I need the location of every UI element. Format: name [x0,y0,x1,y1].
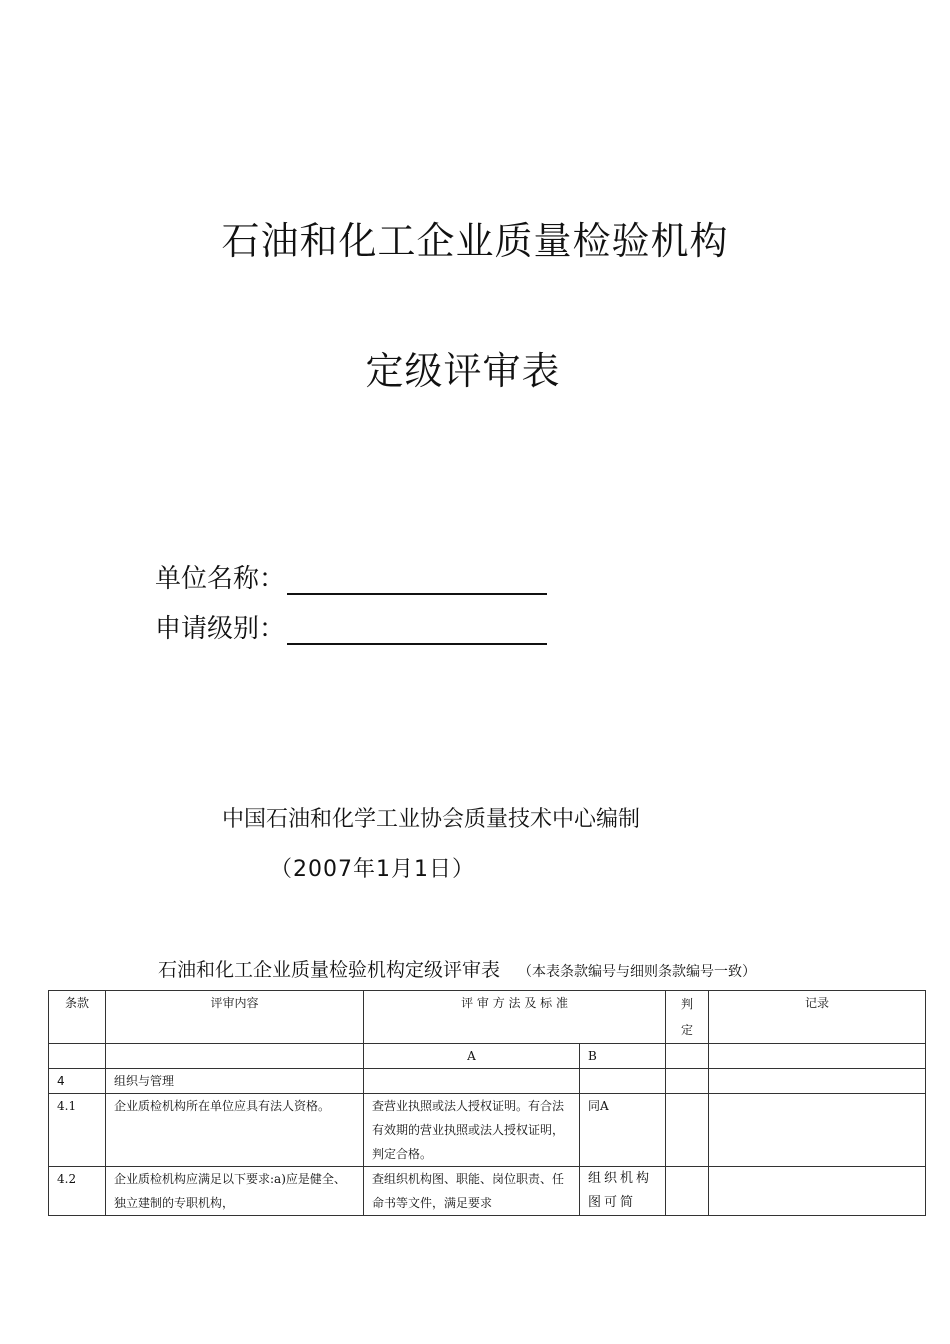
cell [49,1044,106,1069]
apply-level-label: 申请级别： [155,614,286,644]
row-method-b: 同A [580,1094,666,1167]
header-method: 评 审 方 法 及 标 准 [364,991,666,1044]
review-table [48,990,926,1216]
row-judge[interactable] [666,1167,709,1216]
row-record[interactable] [709,1069,926,1094]
subheader-a: A [364,1044,580,1069]
row-record[interactable] [709,1094,926,1167]
unit-name-label: 单位名称： [155,564,286,594]
row-clause: 4 [49,1069,106,1094]
table-header-row [49,991,926,1044]
row-judge[interactable] [666,1094,709,1167]
row-content: 组织与管理 [106,1069,364,1094]
header-clause: 条款 [49,991,106,1044]
unit-name-field [155,558,547,595]
table-title: 石油和化工企业质量检验机构定级评审表 [158,959,501,981]
cell [709,1044,926,1069]
row-method-a: 查组织机构图、职能、岗位职责、任命书等文件，满足要求 [364,1167,580,1216]
unit-name-blank[interactable] [287,567,547,595]
header-judge-line1: 判 [681,997,694,1011]
header-record: 记录 [709,991,926,1044]
header-content: 评审内容 [106,991,364,1044]
apply-level-blank[interactable] [287,617,547,645]
row-record[interactable] [709,1167,926,1216]
compile-date: （2007年1月1日） [270,857,475,882]
row-method-b [580,1069,666,1094]
table-row [49,1167,926,1216]
cell [106,1044,364,1069]
row-content: 企业质检机构应满足以下要求:a)应是健全、独立建制的专职机构， [106,1167,364,1216]
table-row [49,1094,926,1167]
apply-level-field [155,608,547,645]
subheader-b: B [580,1044,666,1069]
table-subheader-row [49,1044,926,1069]
row-method-a: 查营业执照或法人授权证明。有合法有效期的营业执照或法人授权证明，判定合格。 [364,1094,580,1167]
document-title: 石油和化工企业质量检验机构 [221,219,729,263]
compiled-by: 中国石油和化学工业协会质量技术中心编制 [222,807,641,832]
table-note: （本表条款编号与细则条款编号一致） [518,964,757,980]
cell [666,1044,709,1069]
row-clause: 4.2 [49,1167,106,1216]
row-clause: 4.1 [49,1094,106,1167]
row-content: 企业质检机构所在单位应具有法人资格。 [106,1094,364,1167]
document-subtitle: 定级评审表 [365,349,561,393]
table-row [49,1069,926,1094]
header-judge [666,991,709,1044]
table-title-block [158,955,756,982]
row-judge[interactable] [666,1069,709,1094]
row-method-b: 组织机构图可简 [580,1167,666,1216]
header-judge-line2: 定 [681,1023,694,1037]
row-method-a [364,1069,580,1094]
